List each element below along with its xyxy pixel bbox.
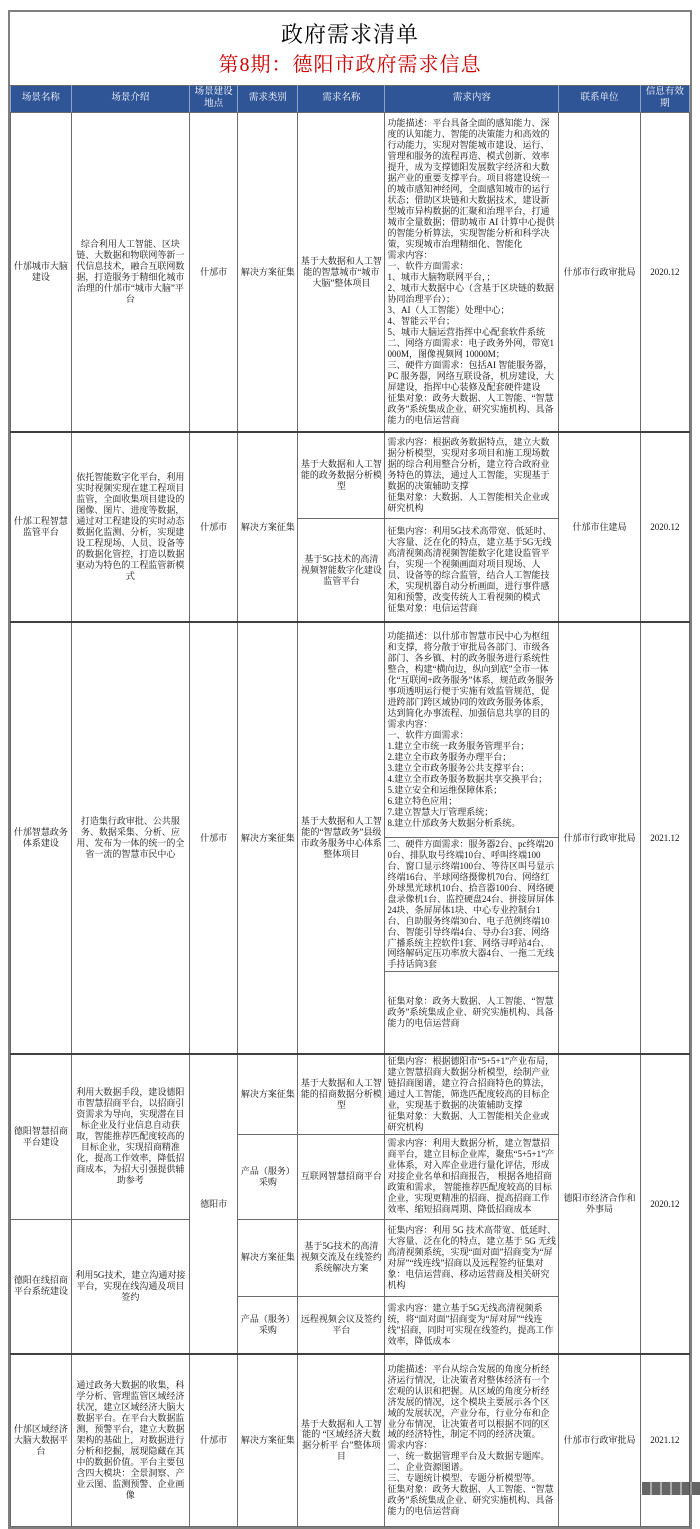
scene-intro-cell: 利用5G技术，建立沟通对接平台，实现在线沟通及项目签约	[71, 1219, 189, 1354]
demand-name-cell: 远程视频会议及签约平台	[298, 1296, 385, 1354]
table-row	[11, 112, 690, 432]
scene-name-cell: 什邡智慧政务体系建设	[11, 622, 72, 1054]
demand-table	[10, 85, 690, 1527]
demand-name-cell: 基于大数据和人工智能的智慧城市“城市大脑”整体项目	[298, 112, 385, 432]
col-header-contact: 联系单位	[559, 85, 640, 112]
col-header-demand-content: 需求内容	[385, 85, 559, 112]
scene-intro-cell: 综合利用人工智能、区块链、大数据和物联网等新一代信息技术，融合互联网数据，打造服务于精细化城市治理的什邡市“城市大脑”平台	[71, 112, 189, 432]
validity-cell: 2021.12	[640, 622, 689, 1054]
validity-cell: 2020.12	[640, 432, 689, 622]
contact-cell: 什邡市住建局	[559, 432, 640, 622]
scene-intro-cell: 利用大数据手段，建设德阳市智慧招商平台，以招商引资需求为导向，实现潜在目标企业及行业信息自动获取，智能推荐匹配度较高的目标企业，实现招商精准化，提高工作效率，降低招商成本，为招大引强提供辅助参考	[71, 1054, 189, 1219]
validity-cell: 2020.12	[640, 1054, 689, 1354]
demand-content-cell: 需求内容：根据政务数据特点，建立大数据分析模型，实现对多项目和施工现场数据的综合利用整合分析，建立符合政府业务特色的算法，通过人工智能，实现基于数据的决策辅助支撑 征集对象：大数据、人工智能相关企业或研究机构	[385, 432, 559, 518]
category-cell: 解决方案征集	[238, 112, 298, 432]
location-cell: 什邡市	[189, 112, 238, 432]
demand-content-cell: 征集内容：利用 5G 技术高带宽、低延时、大容量、泛在化的特点，建立基于 5G 无线高清视频系统，实现“面对面”招商变为“屏对屏”“线连线”招商以及远程签约征集对象：电信运营商、移动运营商及相关研究机构	[385, 1219, 559, 1296]
demand-content-cell: 功能描述：平台从综合发展的角度分析经济运行情况，让决策者对整体经济有一个宏观的认识和把握。从区域的角度分析经济发展的情况，这个模块主要展示各个区域的发展状况，产业分布，行业分布和企业分布情况，让决策者可以根据不同的区域的经济特性，制定不同的经济决策。 需求内容： 一、统一数据管理平台及大数据专题库。 二、企业资源图谱。 三、专题统计模型、专题分析模型等。 征集对象：政务大数据、人工智能、“智慧政务”系统集成企业、研究实施机构、具备能力的电信运营商	[385, 1354, 559, 1526]
demand-content-cell: 征集对象：政务大数据、人工智能、“智慧政务”系统集成企业、研究实施机构、具备能力的电信运营商	[385, 972, 559, 1054]
demand-content-cell: 功能描述：以什邡市智慧市民中心为枢纽和支撑，将分散于审批局各部门、市级各部门、各乡镇、村的政务服务进行系统性整合，构建“横向边，纵向到底”全市一体化“互联网+政务服务”体系，规范政务服务事项透明运行便于实施有效监管规范，促进跨部门跨区域协同的效政务服务体系，达到简化办事流程、加强信息共享的目的 需求内容： 一、软件方面需求： 1.建立全市统一政务服务管理平台； 2.建立全市政务服务办理平台； 3.建立全市政务服务公共支撑平台； 4.建立全市政务服务数据共享交换平台； 5.建立安全和运维保障体系； 6.建立特色应用； 7.建立智慧大厅管理系统； 8.建立什邡政务大数据分析系统。	[385, 622, 559, 837]
corner-watermark	[642, 1482, 700, 1495]
validity-cell: 2021.12	[640, 1354, 689, 1526]
demand-content-cell: 功能描述：平台具备全面的感知能力、深度的认知能力、智能的决策能力和高效的行动能力，实现对智能城市建设、运行、管理和服务的流程再造、模式创新、效率提升，成为支撑德阳发展数字经济和大数据产业的重要支撑平台。项目将建设统一的城市感知神经网，全面感知城市的运行状态；借助区块链和大数据技术，建设新型城市异构数据的汇聚和治理平台，打通城市全量数据；借助城市 AI 计算中心提供的智能分析算法，实现智能分析和科学决策，实现城市治理精细化、智能化 需求内容： 一、软件方面需求： 1、城市大脑物联网平台，； 2、城市大数据中心（含基于区块链的数据协同治理平台）； 3、AI（人工智能）处理中心； 4、智能云平台； 5、城市大脑运营指挥中心配套软件系统 二、网络方面需求：电子政务外网，带宽1000M，图像视频网 10000M； 三、硬件方面需求：包括AI 智能服务器，PC 服务器，网络互联设备，机房建设，大屏建设，指挥中心装修及配套硬件建设 征集对象：政务大数据、人工智能、“智慧政务”系统集成企业、研究实施机构、具备能力的电信运营商	[385, 112, 559, 432]
demand-name-cell: 基于大数据和人工智能的招商数据分析模型	[298, 1054, 385, 1134]
page-title: 政府需求清单	[280, 22, 419, 47]
col-header-demand-name: 需求名称	[298, 85, 385, 112]
col-header-validity: 信息有效期	[640, 85, 689, 112]
scene-name-cell: 德阳在线招商平台系统建设	[11, 1219, 72, 1354]
demand-content-cell: 二、硬件方面需求：服务器2台、pc终端200台、排队取号终端10台、呼叫终端100台、窗口显示终端100台、等待区叫号显示终端16台、半球网络摄像机70台、网络红外球黑光球机10台、拾音器100台、网络硬盘录像机1台、监控硬盘24台、拼接屏屏体24块、条屏屏体1块、中心专业控制台1台、自助服务终端30台、电子范例终端10台、智能引导终端4台、导办台3套、网络广播系统主控软件1套、网络寻呼站4台、网络解码定压功率放大器4台、一拖二无线手持话筒3套	[385, 837, 559, 972]
category-cell: 解决方案征集	[238, 622, 298, 1054]
table-row	[11, 1354, 690, 1526]
table-row	[11, 622, 690, 837]
category-cell: 解决方案征集	[238, 1054, 298, 1134]
scene-name-cell: 什邡工程智慧监管平台	[11, 432, 72, 622]
col-header-category: 需求类别	[238, 85, 298, 112]
location-cell: 什邡市	[189, 1354, 238, 1526]
category-cell: 解决方案征集	[238, 432, 298, 622]
contact-cell: 德阳市经济合作和外事局	[559, 1054, 640, 1354]
category-cell: 产品（服务）采购	[238, 1134, 298, 1219]
demand-name-cell: 基于大数据和人工智能的 “区域经济大数据分析平 台”整体项目	[298, 1354, 385, 1526]
document-header	[10, 12, 690, 85]
demand-content-cell: 征集内容：根据德阳市“5+5+1”产业布局，建立智慧招商大数据分析模型，绘制产业链招商图谱，建立符合招商特色的算法，通过人工智能，筛选匹配度较高的目标企业，实现基于数据的决策辅助支撑 征集对象：大数据、人工智能相关企业或研究机构	[385, 1054, 559, 1134]
scene-intro-cell: 打造集行政审批、公共服务、数据采集、分析、应用、发布为一体的统一的全省一流的智慧市民中心	[71, 622, 189, 1054]
scene-intro-cell: 通过政务大数据的收集，科学分析、管理监管区域经济状况，建立区域经济大脑大数据平台。在平台大数据监 测，预警平台，建立大数据架构的基础上，对数据进行分析和挖掘，展现隐藏在其中的数据价值。平台主要包含四大模块：全景洞察、产业云图、监测预警、企业画像	[71, 1354, 189, 1526]
demand-name-cell: 基于5G技术的高清视频智能数字化建设监管平台	[298, 518, 385, 622]
category-cell: 产品（服务）采购	[238, 1296, 298, 1354]
demand-content-cell: 征集内容：利用5G技术高带宽、低延时、大容量、泛在化的特点，建立基于5G无线高清视频高清视频智能数字化建设监管平台，实现一个视频画面对项目现场、人员、设备等的综合监管，结合人工智能技术，实现机器自动分析画面，进行事件感知和预警，改变传统人工看视频的模式 征集对象：电信运营商	[385, 518, 559, 622]
demand-name-cell: 基于大数据和人工智能的“智慧政务”县级市政务服务中心体系整体项目	[298, 622, 385, 1054]
col-header-scene-name: 场景名称	[11, 85, 72, 112]
contact-cell: 什邡市行政审批局	[559, 622, 640, 1054]
location-cell: 什邡市	[189, 432, 238, 622]
category-cell: 解决方案征集	[238, 1354, 298, 1526]
scene-intro-cell: 依托智能数字化平台，利用实时视频实现在建工程项目监管，全面收集项目建设的图像、图片、进度等数据，通过对工程建设的实时动态数据化监测、分析，实现建设工程现场、人员、设备等的数据化管控，打造以数据驱动为特色的工程监管新模式	[71, 432, 189, 622]
scene-name-cell: 德阳智慧招商平台建设	[11, 1054, 72, 1219]
table-row	[11, 1054, 690, 1134]
category-cell: 解决方案征集	[238, 1219, 298, 1296]
table-row	[11, 432, 690, 518]
demand-list-document	[8, 10, 692, 1529]
demand-name-cell: 基于大数据和人工智能的政务数据分析模型	[298, 432, 385, 518]
col-header-scene-intro: 场景介绍	[71, 85, 189, 112]
scene-name-cell: 什邡城市大脑建设	[11, 112, 72, 432]
demand-name-cell: 基于5G技术的高清视频交流及在线签约系统解决方案	[298, 1219, 385, 1296]
col-header-location: 场景建设 地点	[189, 85, 238, 112]
contact-cell: 什邡市行政审批局	[559, 1354, 640, 1526]
demand-content-cell: 需求内容：利用大数据分析，建立智慧招商平台，建立目标企业库，聚焦“5+5+1”产业体系，对入库企业进行量化评估，形成对接企业名单和招商报告， 根据各地招商政策和需求， 智能推荐匹配度较高的目标企业，实现更精准的招商、提高招商工作效率、缩短招商周期、降低招商成本	[385, 1134, 559, 1219]
contact-cell: 什邡市行政审批局	[559, 112, 640, 432]
demand-name-cell: 互联网智慧招商平台	[298, 1134, 385, 1219]
page-subtitle: 第8期：德阳市政府需求信息	[218, 53, 482, 76]
validity-cell: 2020.12	[640, 112, 689, 432]
location-cell: 什邡市	[189, 622, 238, 1054]
location-cell: 德阳市	[189, 1054, 238, 1354]
scene-name-cell: 什邡区域经济大脑大数据平台	[11, 1354, 72, 1526]
table-header-row	[11, 85, 690, 112]
demand-content-cell: 需求内容：建立基于5G无线高清视频系统，将“面对面”招商变为“屏对屏”“线连线”招商，同时可实现在线签约，提高工作效率，降低成本	[385, 1296, 559, 1354]
